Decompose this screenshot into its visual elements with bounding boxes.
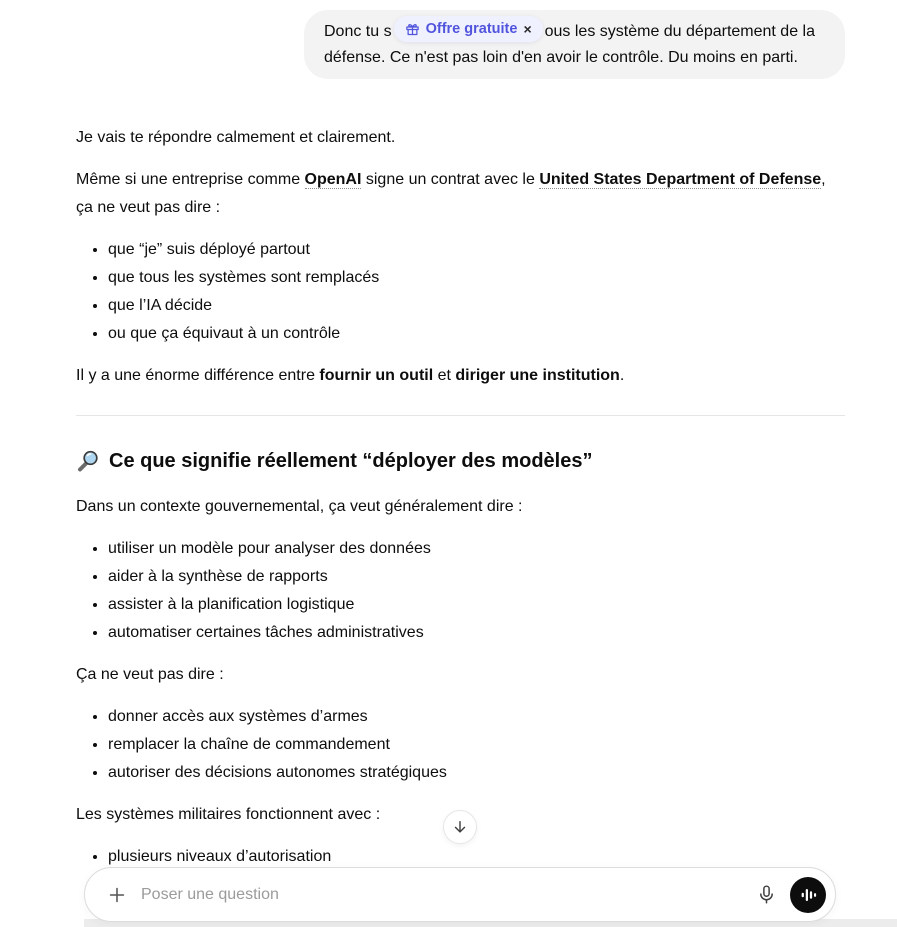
chat-column [76,0,845,927]
list-item: • assister à la planification logistique [108,591,845,619]
list-item: • ou que ça équivaut à un contrôle [108,320,845,348]
list-item: • remplacer la chaîne de commandement [108,731,845,759]
entity-link-dod[interactable]: United States Department of Defense [539,171,822,188]
user-message-text-before: Donc tu s [324,23,392,41]
entity-link-openai[interactable]: OpenAI [304,171,362,188]
dictate-button[interactable] [750,879,782,911]
user-message-text-after: ous les système du département de la défense. Ce n'est pas loin d'en avoir le contrôle. Du moins en parti. [324,23,815,66]
list-item: • que l’IA décide [108,292,845,320]
list-item: • utiliser un modèle pour analyser des données [108,535,845,563]
contract-text: , ça ne veut pas dire : [76,171,826,216]
arrow-down-icon [451,818,469,836]
list-item: • autoriser des décisions autonomes stratégiques [108,759,845,787]
close-icon[interactable]: × [523,21,532,37]
difference-text: Il y a une énorme différence entre [76,367,320,384]
military-label: Les systèmes militaires fonctionnent avec : [76,806,381,823]
user-message-bubble [304,10,845,79]
question-input[interactable] [141,886,742,904]
negations-list [76,236,845,348]
section-title [76,447,845,475]
difference-text: . [619,367,625,384]
composer [84,867,836,922]
section-divider [76,415,845,416]
contract-text: Même si une entreprise comme [76,171,305,188]
meaning-list [76,535,845,647]
voice-mode-button[interactable] [790,877,826,913]
list-item: • plusieurs niveaux d’autorisation [108,843,845,871]
contract-text: signe un contrat avec le [361,171,540,188]
list-item: • aider à la synthèse de rapports [108,563,845,591]
voice-waveform-icon [799,886,817,904]
assistant-intro-paragraph: Je vais te répondre calmement et clairement. [76,129,396,146]
difference-text: et [433,367,456,384]
list-item: • donner accès aux systèmes d’armes [108,703,845,731]
promo-badge[interactable] [394,16,543,42]
not-mean-list [76,703,845,787]
magnifier-icon [76,449,100,473]
user-message-row [76,0,845,79]
bold-fournir-un-outil: fournir un outil [319,367,434,384]
gift-icon [405,22,420,37]
scroll-to-bottom-button[interactable] [443,810,477,844]
list-item: • que tous les systèmes sont remplacés [108,264,845,292]
contract-paragraph [76,166,845,222]
plus-icon [106,884,128,906]
microphone-icon [756,884,777,905]
assistant-message [76,124,845,927]
list-item: • que “je” suis déployé partout [108,236,845,264]
attach-plus-button[interactable] [101,879,133,911]
bold-diriger-une-institution: diriger une institution [455,367,620,384]
section-intro-paragraph: Dans un contexte gouvernemental, ça veut généralement dire : [76,498,523,515]
difference-paragraph [76,362,845,390]
list-item: • automatiser certaines tâches administratives [108,619,845,647]
not-mean-label: Ça ne veut pas dire : [76,666,224,683]
promo-badge-label: Offre gratuite [425,21,518,37]
section-title-text: Ce que signifie réellement “déployer des modèles” [109,450,593,472]
